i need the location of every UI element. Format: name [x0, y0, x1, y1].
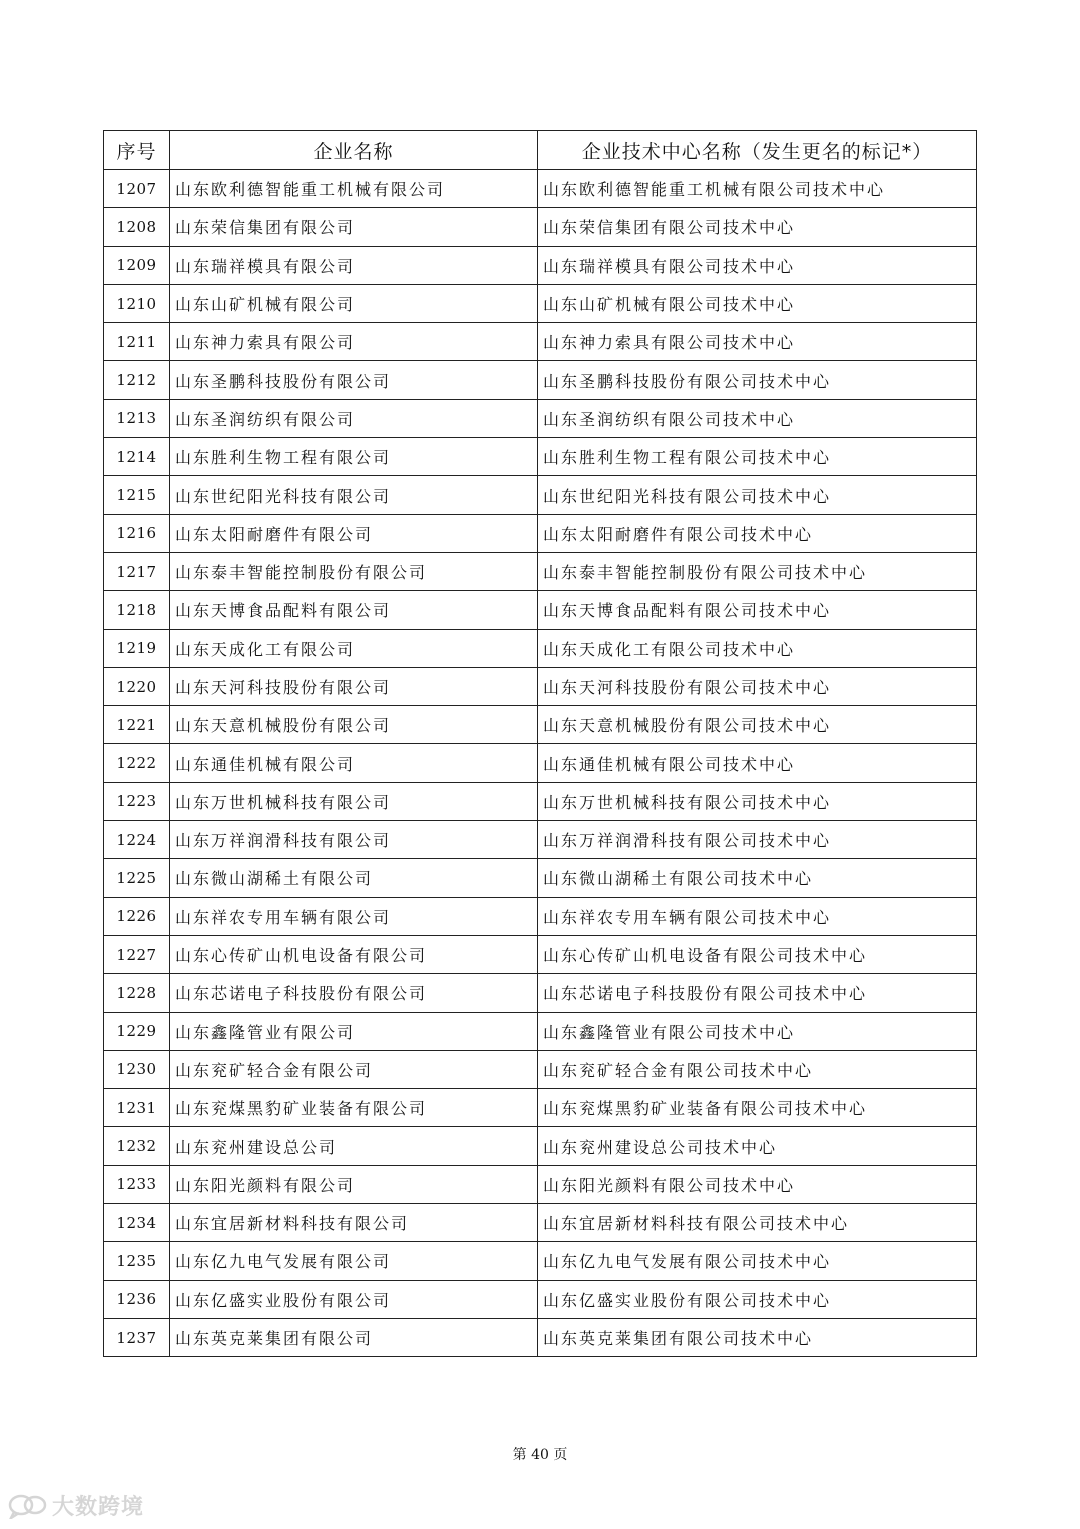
cell-serial: 1230 [104, 1050, 170, 1088]
table-row [104, 974, 977, 1012]
cell-tech-center-name: 山东瑞祥模具有限公司技术中心 [538, 246, 977, 284]
cell-company-name: 山东通佳机械有限公司 [170, 744, 538, 782]
table-row [104, 1050, 977, 1088]
enterprise-table [103, 130, 977, 1357]
cell-serial: 1212 [104, 361, 170, 399]
cell-company-name: 山东天成化工有限公司 [170, 629, 538, 667]
cell-tech-center-name: 山东圣润纺织有限公司技术中心 [538, 399, 977, 437]
table-row [104, 1204, 977, 1242]
cell-tech-center-name: 山东宜居新材料科技有限公司技术中心 [538, 1204, 977, 1242]
cell-tech-center-name: 山东天博食品配料有限公司技术中心 [538, 591, 977, 629]
cell-tech-center-name: 山东万世机械科技有限公司技术中心 [538, 782, 977, 820]
cell-tech-center-name: 山东通佳机械有限公司技术中心 [538, 744, 977, 782]
cell-serial: 1209 [104, 246, 170, 284]
cell-serial: 1231 [104, 1089, 170, 1127]
header-serial: 序号 [104, 131, 170, 170]
cell-serial: 1219 [104, 629, 170, 667]
cell-serial: 1237 [104, 1318, 170, 1356]
enterprise-table-container [103, 130, 976, 1357]
cell-company-name: 山东芯诺电子科技股份有限公司 [170, 974, 538, 1012]
table-row [104, 1012, 977, 1050]
cell-serial: 1236 [104, 1280, 170, 1318]
cell-serial: 1220 [104, 667, 170, 705]
table-row [104, 629, 977, 667]
table-row [104, 1318, 977, 1356]
table-row [104, 1280, 977, 1318]
cell-tech-center-name: 山东神力索具有限公司技术中心 [538, 323, 977, 361]
header-tech-center-name: 企业技术中心名称（发生更名的标记*） [538, 131, 977, 170]
cell-company-name: 山东微山湖稀土有限公司 [170, 859, 538, 897]
table-row [104, 1127, 977, 1165]
table-row [104, 246, 977, 284]
cell-company-name: 山东太阳耐磨件有限公司 [170, 514, 538, 552]
cell-tech-center-name: 山东万祥润滑科技有限公司技术中心 [538, 821, 977, 859]
table-row [104, 399, 977, 437]
cell-tech-center-name: 山东山矿机械有限公司技术中心 [538, 284, 977, 322]
cell-serial: 1223 [104, 782, 170, 820]
cell-serial: 1224 [104, 821, 170, 859]
cell-company-name: 山东鑫隆管业有限公司 [170, 1012, 538, 1050]
header-company-name: 企业名称 [170, 131, 538, 170]
cell-tech-center-name: 山东天成化工有限公司技术中心 [538, 629, 977, 667]
cell-company-name: 山东兖州建设总公司 [170, 1127, 538, 1165]
cell-company-name: 山东世纪阳光科技有限公司 [170, 476, 538, 514]
watermark-text: 大数跨境 [52, 1495, 145, 1520]
cell-tech-center-name: 山东欧利德智能重工机械有限公司技术中心 [538, 170, 977, 208]
table-row [104, 706, 977, 744]
cell-company-name: 山东天意机械股份有限公司 [170, 706, 538, 744]
cell-serial: 1232 [104, 1127, 170, 1165]
table-header-row [104, 131, 977, 170]
cell-tech-center-name: 山东心传矿山机电设备有限公司技术中心 [538, 935, 977, 973]
cell-company-name: 山东阳光颜料有限公司 [170, 1165, 538, 1203]
table-row [104, 170, 977, 208]
cell-serial: 1218 [104, 591, 170, 629]
cell-serial: 1208 [104, 208, 170, 246]
cell-serial: 1222 [104, 744, 170, 782]
cell-tech-center-name: 山东圣鹏科技股份有限公司技术中心 [538, 361, 977, 399]
cell-company-name: 山东山矿机械有限公司 [170, 284, 538, 322]
cell-company-name: 山东亿九电气发展有限公司 [170, 1242, 538, 1280]
cell-tech-center-name: 山东天意机械股份有限公司技术中心 [538, 706, 977, 744]
cell-company-name: 山东英克莱集团有限公司 [170, 1318, 538, 1356]
cell-company-name: 山东瑞祥模具有限公司 [170, 246, 538, 284]
cell-company-name: 山东泰丰智能控制股份有限公司 [170, 552, 538, 590]
table-row [104, 476, 977, 514]
cell-serial: 1227 [104, 935, 170, 973]
cell-serial: 1215 [104, 476, 170, 514]
cell-tech-center-name: 山东泰丰智能控制股份有限公司技术中心 [538, 552, 977, 590]
table-row [104, 591, 977, 629]
table-row [104, 1242, 977, 1280]
cell-tech-center-name: 山东微山湖稀土有限公司技术中心 [538, 859, 977, 897]
cell-tech-center-name: 山东兖煤黑豹矿业装备有限公司技术中心 [538, 1089, 977, 1127]
cell-tech-center-name: 山东鑫隆管业有限公司技术中心 [538, 1012, 977, 1050]
cell-serial: 1228 [104, 974, 170, 1012]
cell-company-name: 山东神力索具有限公司 [170, 323, 538, 361]
cell-serial: 1235 [104, 1242, 170, 1280]
cell-serial: 1216 [104, 514, 170, 552]
table-row [104, 284, 977, 322]
table-row [104, 782, 977, 820]
cell-serial: 1221 [104, 706, 170, 744]
table-row [104, 744, 977, 782]
cell-tech-center-name: 山东荣信集团有限公司技术中心 [538, 208, 977, 246]
cell-serial: 1234 [104, 1204, 170, 1242]
cell-tech-center-name: 山东世纪阳光科技有限公司技术中心 [538, 476, 977, 514]
cell-tech-center-name: 山东亿九电气发展有限公司技术中心 [538, 1242, 977, 1280]
cell-company-name: 山东万祥润滑科技有限公司 [170, 821, 538, 859]
cell-company-name: 山东圣润纺织有限公司 [170, 399, 538, 437]
table-row [104, 361, 977, 399]
cell-tech-center-name: 山东祥农专用车辆有限公司技术中心 [538, 897, 977, 935]
cell-serial: 1210 [104, 284, 170, 322]
cell-company-name: 山东天河科技股份有限公司 [170, 667, 538, 705]
cell-tech-center-name: 山东胜利生物工程有限公司技术中心 [538, 438, 977, 476]
cell-company-name: 山东天博食品配料有限公司 [170, 591, 538, 629]
cell-serial: 1225 [104, 859, 170, 897]
cell-company-name: 山东亿盛实业股份有限公司 [170, 1280, 538, 1318]
table-row [104, 821, 977, 859]
cell-serial: 1213 [104, 399, 170, 437]
cell-tech-center-name: 山东芯诺电子科技股份有限公司技术中心 [538, 974, 977, 1012]
cell-serial: 1226 [104, 897, 170, 935]
table-row [104, 1165, 977, 1203]
cell-serial: 1207 [104, 170, 170, 208]
chat-bubbles-logo-icon [8, 1493, 48, 1519]
cell-serial: 1214 [104, 438, 170, 476]
table-row [104, 667, 977, 705]
cell-company-name: 山东欧利德智能重工机械有限公司 [170, 170, 538, 208]
cell-company-name: 山东荣信集团有限公司 [170, 208, 538, 246]
table-row [104, 897, 977, 935]
cell-company-name: 山东心传矿山机电设备有限公司 [170, 935, 538, 973]
cell-company-name: 山东兖矿轻合金有限公司 [170, 1050, 538, 1088]
cell-tech-center-name: 山东亿盛实业股份有限公司技术中心 [538, 1280, 977, 1318]
cell-serial: 1211 [104, 323, 170, 361]
cell-serial: 1233 [104, 1165, 170, 1203]
table-row [104, 514, 977, 552]
cell-tech-center-name: 山东天河科技股份有限公司技术中心 [538, 667, 977, 705]
cell-tech-center-name: 山东兖矿轻合金有限公司技术中心 [538, 1050, 977, 1088]
cell-tech-center-name: 山东兖州建设总公司技术中心 [538, 1127, 977, 1165]
cell-serial: 1217 [104, 552, 170, 590]
table-row [104, 208, 977, 246]
table-row [104, 935, 977, 973]
table-row [104, 859, 977, 897]
cell-serial: 1229 [104, 1012, 170, 1050]
page-number: 第 40 页 [512, 1447, 568, 1463]
table-row [104, 438, 977, 476]
cell-company-name: 山东圣鹏科技股份有限公司 [170, 361, 538, 399]
table-row [104, 323, 977, 361]
watermark [8, 1490, 144, 1521]
cell-company-name: 山东兖煤黑豹矿业装备有限公司 [170, 1089, 538, 1127]
table-body [104, 170, 977, 1357]
table-row [104, 552, 977, 590]
cell-tech-center-name: 山东阳光颜料有限公司技术中心 [538, 1165, 977, 1203]
table-row [104, 1089, 977, 1127]
cell-company-name: 山东祥农专用车辆有限公司 [170, 897, 538, 935]
cell-tech-center-name: 山东太阳耐磨件有限公司技术中心 [538, 514, 977, 552]
cell-company-name: 山东胜利生物工程有限公司 [170, 438, 538, 476]
cell-company-name: 山东宜居新材料科技有限公司 [170, 1204, 538, 1242]
cell-company-name: 山东万世机械科技有限公司 [170, 782, 538, 820]
cell-tech-center-name: 山东英克莱集团有限公司技术中心 [538, 1318, 977, 1356]
